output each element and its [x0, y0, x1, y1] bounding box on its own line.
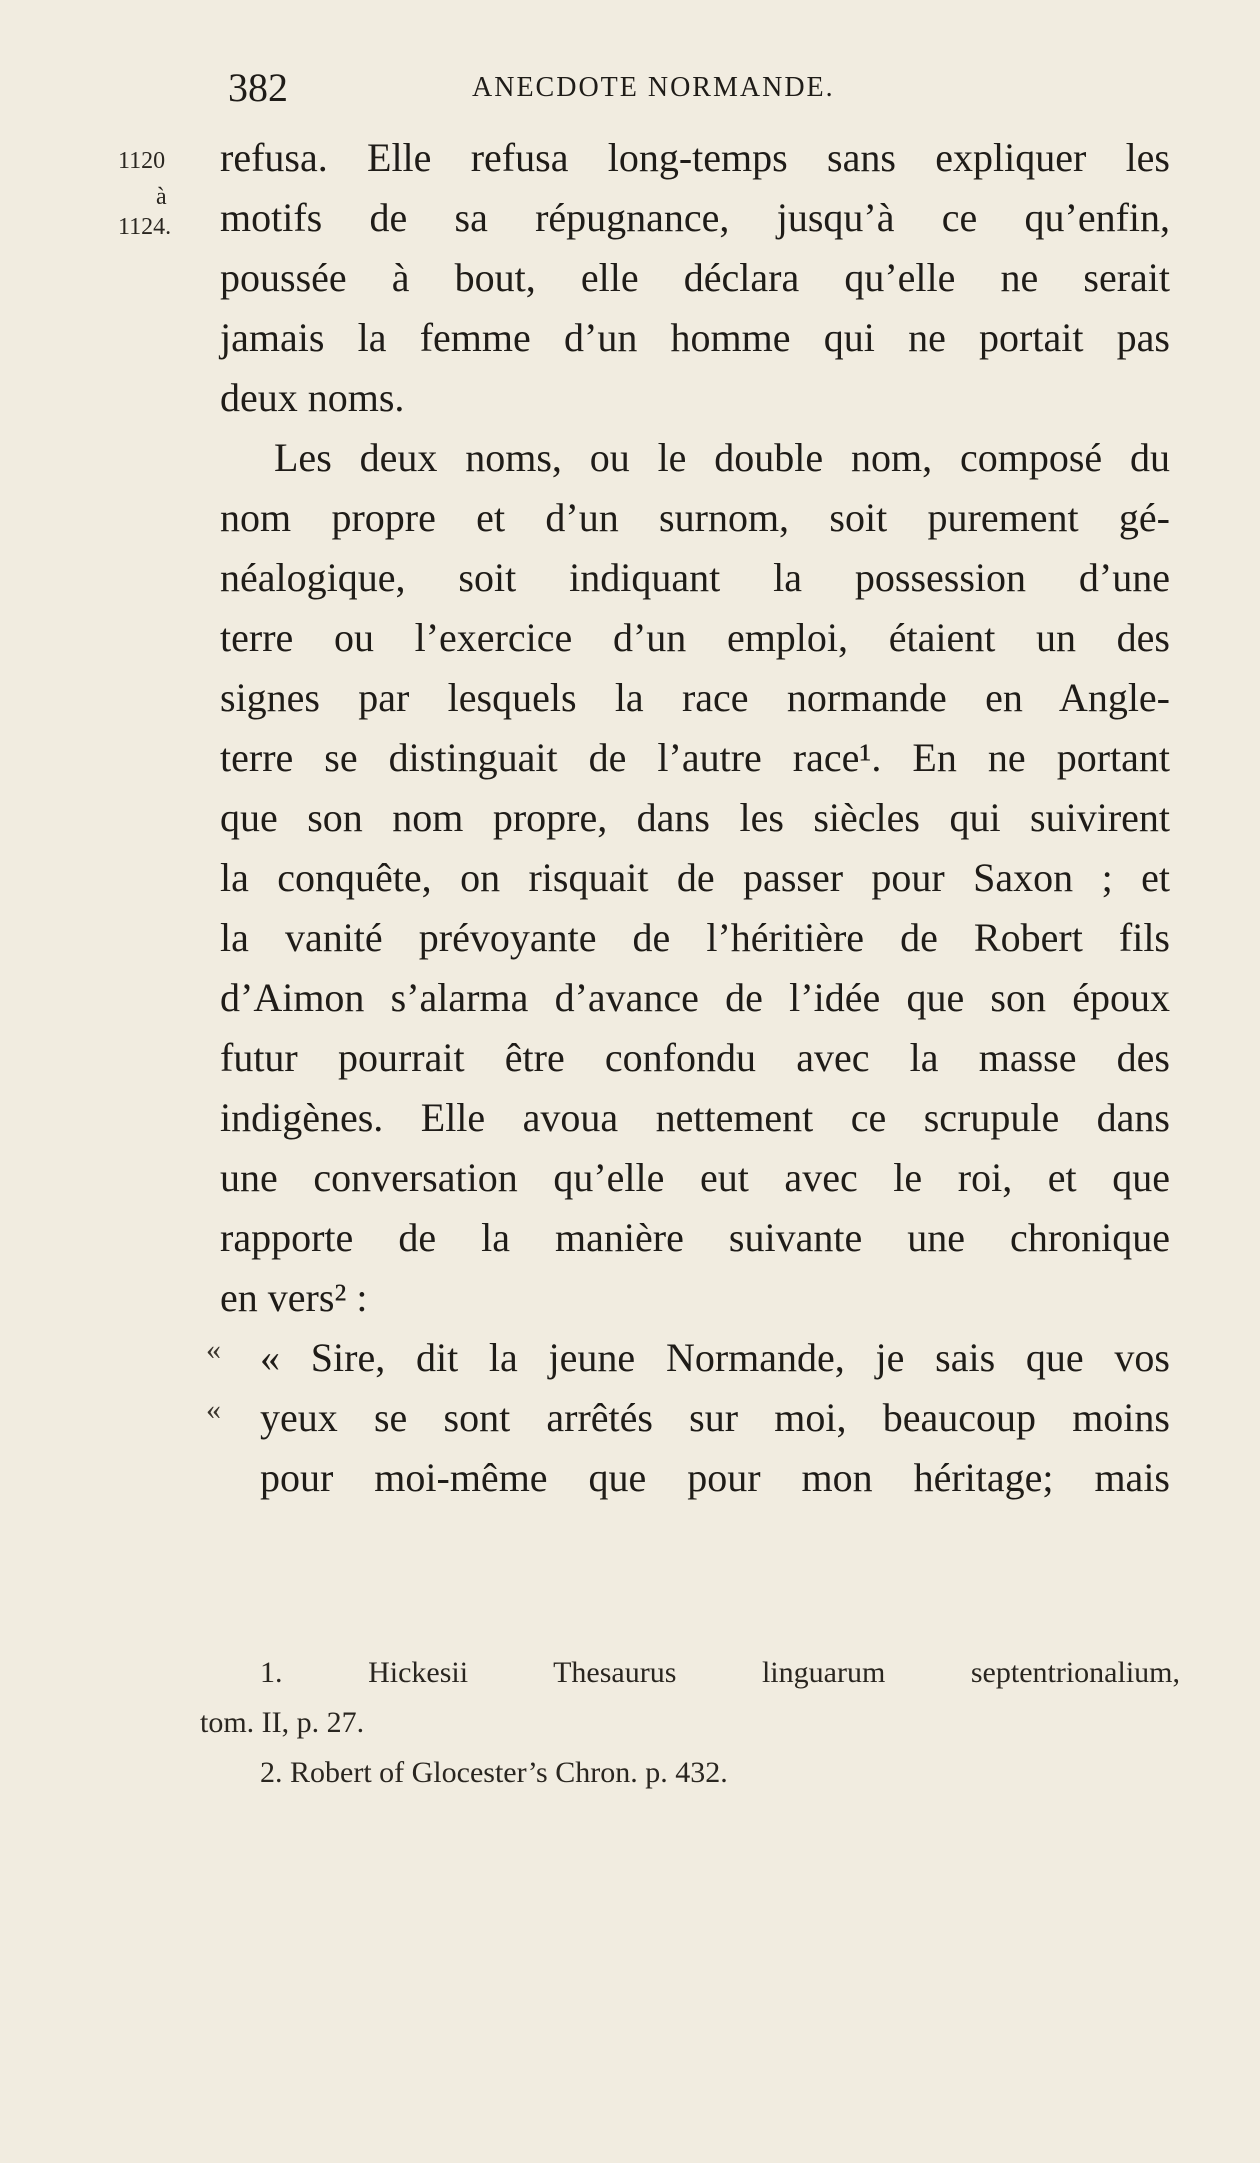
running-title: ANECDOTE NORMANDE.	[472, 72, 835, 103]
text-line: rapporte de la manière suivante une chronique	[220, 1215, 1170, 1260]
quote-line: yeux se sont arrêtés sur moi, beaucoup moins	[260, 1395, 1170, 1440]
margin-year-start: 1120	[118, 148, 166, 174]
text-line: nom propre et d’un surnom, soit purement gé-	[220, 495, 1170, 540]
text-line: indigènes. Elle avoua nettement ce scrupule dans	[220, 1095, 1170, 1140]
quote-continuation-mark: «	[206, 1393, 221, 1426]
text-line: signes par lesquels la race normande en Angle-	[220, 675, 1170, 720]
page-number: 382	[228, 65, 288, 110]
text-line: la vanité prévoyante de l’héritière de Robert fils	[220, 915, 1170, 960]
text-line: une conversation qu’elle eut avec le roi, et que	[220, 1155, 1170, 1200]
quote-line: « Sire, dit la jeune Normande, je sais que vos	[260, 1335, 1170, 1380]
text-line: que son nom propre, dans les siècles qui suivirent	[220, 795, 1170, 840]
quote-continuation-mark: «	[206, 1333, 221, 1366]
text-line: terre ou l’exercice d’un emploi, étaient un des	[220, 615, 1170, 660]
text-line: poussée à bout, elle déclara qu’elle ne serait	[220, 255, 1170, 300]
margin-year-end: 1124.	[118, 214, 172, 240]
footnote-2: 2. Robert of Glocester’s Chron. p. 432.	[260, 1756, 728, 1789]
text-line: Les deux noms, ou le double nom, composé du	[274, 435, 1170, 480]
text-line: deux noms.	[220, 375, 405, 420]
text-line: en vers² :	[220, 1275, 368, 1320]
text-line: d’Aimon s’alarma d’avance de l’idée que son époux	[220, 975, 1170, 1020]
page-header	[228, 64, 928, 120]
footnote-1-continued: tom. II, p. 27.	[200, 1706, 365, 1739]
main-text	[220, 128, 1170, 1508]
footnote-1: 1. Hickesii Thesaurus linguarum septentrionalium,	[260, 1656, 1180, 1689]
margin-connector: à	[156, 184, 167, 210]
quote-line: pour moi-même que pour mon héritage; mais	[260, 1455, 1170, 1500]
footnotes	[200, 1648, 1180, 1798]
text-line: motifs de sa répugnance, jusqu’à ce qu’enfin,	[220, 195, 1170, 240]
text-line: terre se distinguait de l’autre race¹. En ne portant	[220, 735, 1170, 780]
text-line: néalogique, soit indiquant la possession d’une	[220, 555, 1170, 600]
text-line: futur pourrait être confondu avec la masse des	[220, 1035, 1170, 1080]
text-line: la conquête, on risquait de passer pour Saxon ; et	[220, 855, 1170, 900]
text-line: jamais la femme d’un homme qui ne portait pas	[220, 315, 1170, 360]
text-line: refusa. Elle refusa long-temps sans expliquer les	[220, 135, 1170, 180]
